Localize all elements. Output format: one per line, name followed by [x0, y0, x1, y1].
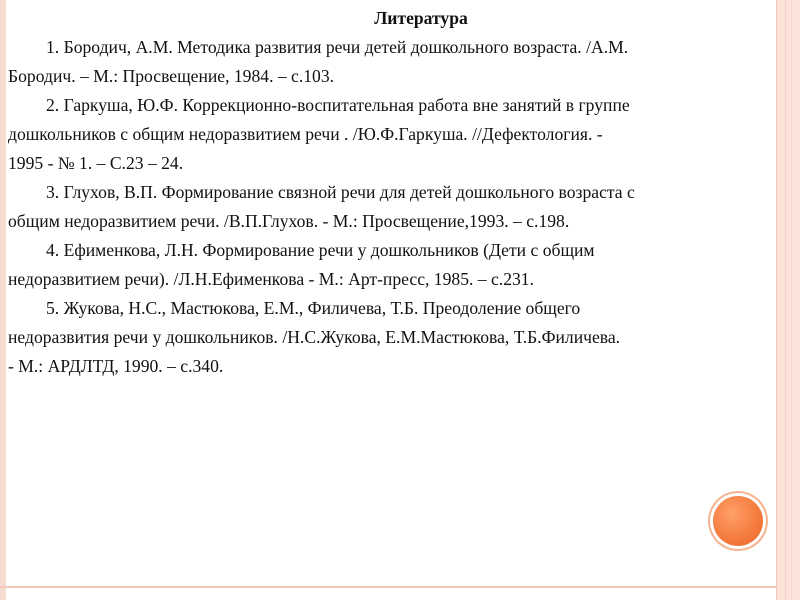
reference-item-2 [8, 91, 778, 178]
decorative-band-line [785, 0, 786, 600]
reference-line: недоразвитием речи). /Л.Н.Ефименкова - М.: Арт-пресс, 1985. – с.231. [8, 269, 534, 289]
decorative-band-line [791, 0, 792, 600]
reference-item-3 [8, 178, 778, 236]
reference-line: 2. Гаркуша, Ю.Ф. Коррекционно-воспитательная работа вне занятий в группе [46, 95, 630, 115]
orange-circle-icon [713, 496, 763, 546]
reference-line: 1. Бородич, А.М. Методика развития речи детей дошкольного возраста. /А.М. [46, 37, 629, 57]
reference-item-1 [8, 33, 778, 91]
decorative-bottom-strip [0, 586, 776, 588]
reference-line: 4. Ефименкова, Л.Н. Формирование речи у дошкольников (Дети с общим [46, 240, 595, 260]
decorative-right-band [776, 0, 800, 600]
reference-line: 1995 - № 1. – С.23 – 24. [8, 153, 184, 173]
reference-line: недоразвития речи у дошкольников. /Н.С.Жукова, Е.М.Мастюкова, Т.Б.Филичева. [8, 327, 621, 347]
reference-line: 3. Глухов, В.П. Формирование связной речи для детей дошкольного возраста с [46, 182, 635, 202]
slide-title: Литература [374, 8, 468, 28]
reference-line: Бородич. – М.: Просвещение, 1984. – с.103. [8, 66, 335, 86]
reference-line: дошкольников с общим недоразвитием речи . /Ю.Ф.Гаркуша. //Дефектология. - [8, 124, 603, 144]
slide-content [8, 4, 778, 381]
slide-left-edge [0, 0, 6, 600]
reference-line: 5. Жукова, Н.С., Мастюкова, Е.М., Филичева, Т.Б. Преодоление общего [46, 298, 581, 318]
reference-item-4 [8, 236, 778, 294]
reference-line: общим недоразвитием речи. /В.П.Глухов. - М.: Просвещение,1993. – с.198. [8, 211, 570, 231]
reference-line: - М.: АРДЛТД, 1990. – с.340. [8, 356, 224, 376]
reference-item-5 [8, 294, 778, 381]
